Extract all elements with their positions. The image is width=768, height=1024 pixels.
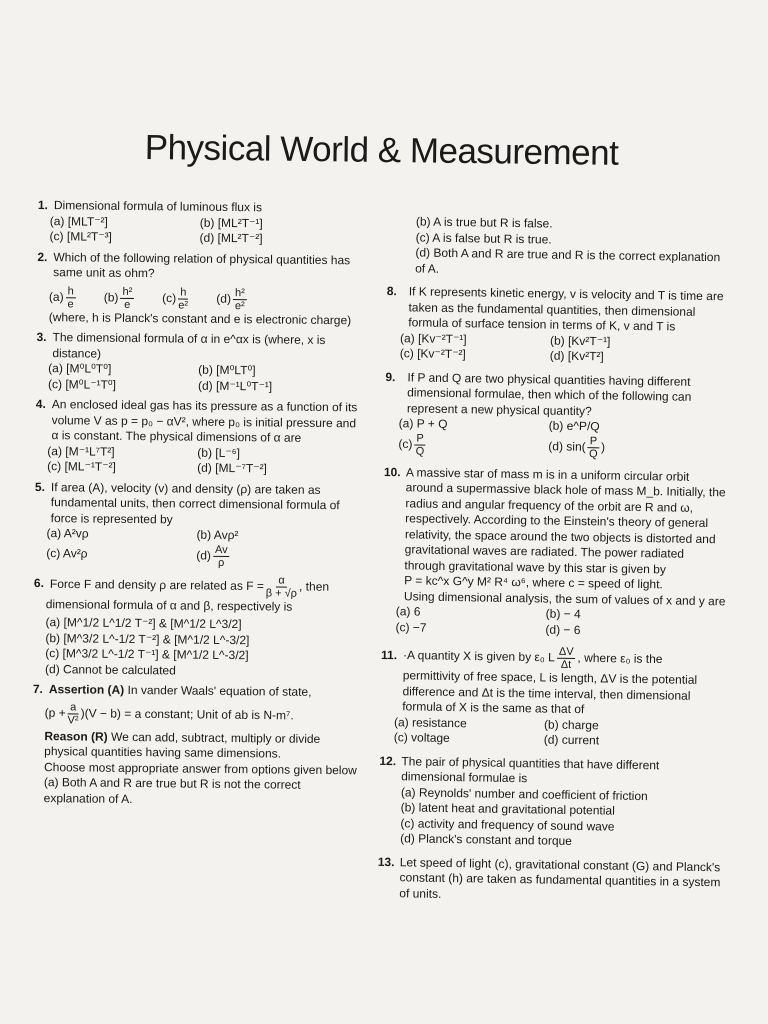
left-column bbox=[32, 198, 368, 814]
option-c: (c) A is false but R is true. bbox=[415, 229, 552, 247]
question-note: (where, h is Planck's constant and e is electronic charge) bbox=[48, 309, 352, 327]
option-a: (a) 6 bbox=[395, 604, 421, 619]
question-number: 13. bbox=[377, 854, 395, 869]
option-d: (d) − 6 bbox=[545, 622, 581, 637]
option-b: (b) e^P/Q bbox=[548, 418, 600, 434]
option-b: (b) Avρ² bbox=[196, 527, 239, 543]
question-number: 7. bbox=[32, 681, 43, 697]
question-text: The pair of physical quantities that have different dimensional formulae is bbox=[401, 753, 660, 786]
option-a: (a) [M⁰L⁰T⁰] bbox=[48, 361, 112, 376]
option-c: (c) [M⁰L⁻¹T⁰] bbox=[47, 376, 117, 392]
option-d: (d) current bbox=[543, 732, 600, 748]
question-4 bbox=[35, 397, 366, 478]
option-b: (b) [M^3/2 L^-1/2 T⁻²] & [M^1/2 L^-3/2] bbox=[45, 630, 250, 647]
option-a: (a) [M⁻¹L⁷T²] bbox=[47, 443, 115, 459]
question-number: 5. bbox=[34, 479, 46, 494]
option-b: (b) [M⁰LT⁰] bbox=[198, 362, 256, 378]
question-number: 3. bbox=[36, 329, 47, 345]
question-3 bbox=[36, 330, 367, 395]
option-a: (a) $\frac{h}{e}$ bbox=[48, 284, 74, 310]
option-c: (c) $\frac{P}{Q}$ bbox=[398, 431, 425, 458]
question-text: Force F and density ρ are related as F = $\frac{\alpha}{\beta + √\rho}$ , then bbox=[49, 574, 330, 600]
option-d: (d) [ML²T⁻²] bbox=[199, 230, 263, 246]
page-title: Physical World & Measurement bbox=[144, 128, 619, 173]
option-b: (b) A is true but R is false. bbox=[415, 214, 553, 231]
reason-label: Reason (R) bbox=[44, 728, 108, 744]
question-text-cont: dimensional formula of α and β, respectively is bbox=[45, 596, 293, 614]
option-d: (d) [Kv²T²] bbox=[549, 348, 604, 364]
option-c: (c) activity and frequency of sound wave bbox=[400, 815, 615, 834]
question-text: Dimensional formula of luminous flux is bbox=[53, 198, 263, 215]
question-text: Which of the following relation of physical quantities has same unit as ohm? bbox=[53, 249, 351, 281]
option-c: (c) voltage bbox=[393, 730, 450, 746]
instruction: Using dimensional analysis, the sum of values of x and y are bbox=[403, 588, 726, 608]
option-c: (c) Av²ρ bbox=[46, 546, 88, 561]
option-b: (b) latent heat and gravitational potential bbox=[400, 800, 615, 818]
question-text: Let speed of light (c), gravitational constant (G) and Planck's constant (h) are taken as fundamental quantities in a system of units. bbox=[399, 854, 721, 901]
question-number: 8. bbox=[386, 283, 397, 299]
option-a: (a) A²vρ bbox=[46, 526, 89, 541]
option-d: (d) $\frac{\text{h²}}{\text{e²}}$ bbox=[216, 286, 245, 312]
assertion-text: In vander Waals' equation of state, bbox=[127, 682, 312, 699]
question-number: 1. bbox=[37, 198, 49, 213]
option-d: (d) Cannot be calculated bbox=[44, 661, 176, 677]
question-text: The dimensional formula of α in e^αx is (where, x is distance) bbox=[52, 330, 326, 361]
option-a: (a) Reynolds' number and coefficient of friction bbox=[400, 784, 648, 803]
option-a: (a) resistance bbox=[393, 714, 467, 730]
option-c: (c) [M^3/2 L^-1/2 T⁻¹] & [M^1/2 L^-3/2] bbox=[45, 646, 249, 663]
formula: P = kc^x G^y M² R⁴ ω⁶, where c = speed of light. bbox=[404, 573, 663, 592]
option-c: (c) [ML⁻¹T⁻²] bbox=[47, 459, 116, 474]
question-text: ·A quantity X is given by ε₀ L $\frac{\Delta V}{\Delta t}$ , where ε₀ is the bbox=[402, 645, 663, 671]
question-9 bbox=[384, 369, 730, 461]
option-c: (c) −7 bbox=[395, 619, 427, 635]
question-6 bbox=[33, 571, 364, 680]
question-8 bbox=[386, 284, 732, 367]
option-b: (b) [Kv²T⁻¹] bbox=[549, 333, 611, 349]
question-number: 9. bbox=[385, 369, 396, 384]
option-d: (d) Planck's constant and torque bbox=[400, 831, 573, 848]
option-a: (a) Both A and R are true but R is not the correct explanation of A. bbox=[43, 775, 301, 806]
question-2 bbox=[37, 249, 368, 328]
question-text: If P and Q are two physical quantities having different dimensional formulae, then which of the following can represent a new physical quantity? bbox=[406, 369, 692, 418]
option-d: (d) Both A and R are true and R is the correct explanation of A. bbox=[415, 245, 721, 276]
option-d: (d) sin( $\frac{P}{Q}$ ) bbox=[548, 434, 606, 460]
option-a: (a) P + Q bbox=[398, 416, 448, 431]
option-c: (c) [Kv⁻²T⁻²] bbox=[399, 346, 466, 362]
equation: (p + $\frac{a}{\text{V²}}$ )(V − b) = a constant; Unit of ab is N-m⁷. bbox=[44, 700, 294, 726]
option-c: (c) [ML²T⁻³] bbox=[49, 229, 112, 244]
option-a: (a) [M^1/2 L^1/2 T⁻²] & [M^1/2 L^3/2] bbox=[45, 615, 242, 632]
question-13 bbox=[377, 854, 723, 906]
question-text-cont: permittivity of free space, L is length, ΔV is the potential difference and Δt is the time interval, then dimensional formula of X is the same as that of bbox=[402, 668, 698, 717]
option-d: (d) [ML⁻⁷T⁻²] bbox=[197, 460, 267, 476]
question-7-cont bbox=[387, 214, 733, 281]
question-text: A massive star of mass m is in a uniform circular orbit around a supermassive black hole of mass M_b. Initially, the radius and angular frequency of the orbit are R and ω, respectively. According to the Einstein's theory of general relativity, the space around the two objects is distorted and gravitational waves are radiated. The power radiated through gravitational wave by this star is given by bbox=[404, 464, 726, 576]
option-d: (d) [M⁻¹L⁰T⁻¹] bbox=[197, 378, 273, 393]
option-a: (a) [Kv⁻²T⁻¹] bbox=[399, 330, 467, 346]
question-11 bbox=[380, 643, 727, 751]
question-12 bbox=[378, 753, 724, 851]
question-number: 10. bbox=[383, 464, 401, 479]
option-a: (a) [MLT⁻²] bbox=[49, 213, 108, 229]
question-5 bbox=[34, 479, 365, 569]
question-number: 11. bbox=[380, 647, 398, 662]
option-b: (b) − 4 bbox=[545, 606, 581, 622]
option-c: (c) $\frac{h}{\text{e²}}$ bbox=[162, 285, 189, 312]
question-number: 6. bbox=[33, 576, 45, 591]
assertion-label: Assertion (A) bbox=[48, 682, 125, 697]
option-b: (b) charge bbox=[543, 717, 599, 732]
option-b: (b) [L⁻⁶] bbox=[197, 445, 241, 460]
question-number: 12. bbox=[379, 753, 397, 768]
option-b: (b) [ML²T⁻¹] bbox=[199, 215, 263, 230]
option-b: (b) $\frac{\text{h²}}{e}$ bbox=[103, 285, 133, 311]
option-d: (d) $\frac{Av}{\rho}$ bbox=[196, 543, 228, 569]
right-column bbox=[377, 214, 733, 911]
question-10 bbox=[381, 464, 729, 640]
question-number: 4. bbox=[35, 396, 46, 412]
question-1 bbox=[38, 198, 368, 248]
question-text: If area (A), velocity (v) and density (ρ) are taken as fundamental units, then correct dimensional formula of force is represented by bbox=[50, 479, 340, 526]
question-text: An enclosed ideal gas has its pressure as a function of its volume V as p = p₀ − αV², where p₀ is initial pressure and α is constant. The physical dimensions of α are bbox=[51, 397, 358, 445]
instruction: Choose most appropriate answer from options given below bbox=[43, 759, 357, 777]
question-number: 2. bbox=[37, 249, 48, 264]
question-text: If K represents kinetic energy, v is velocity and T is time are taken as the fundamental quantities, then dimensional formula of surface tension in terms of K, v and T is bbox=[408, 284, 724, 334]
reason-text: We can add, subtract, multiply or divide physical quantities having same dimensions. bbox=[44, 729, 321, 761]
question-7 bbox=[32, 682, 363, 809]
